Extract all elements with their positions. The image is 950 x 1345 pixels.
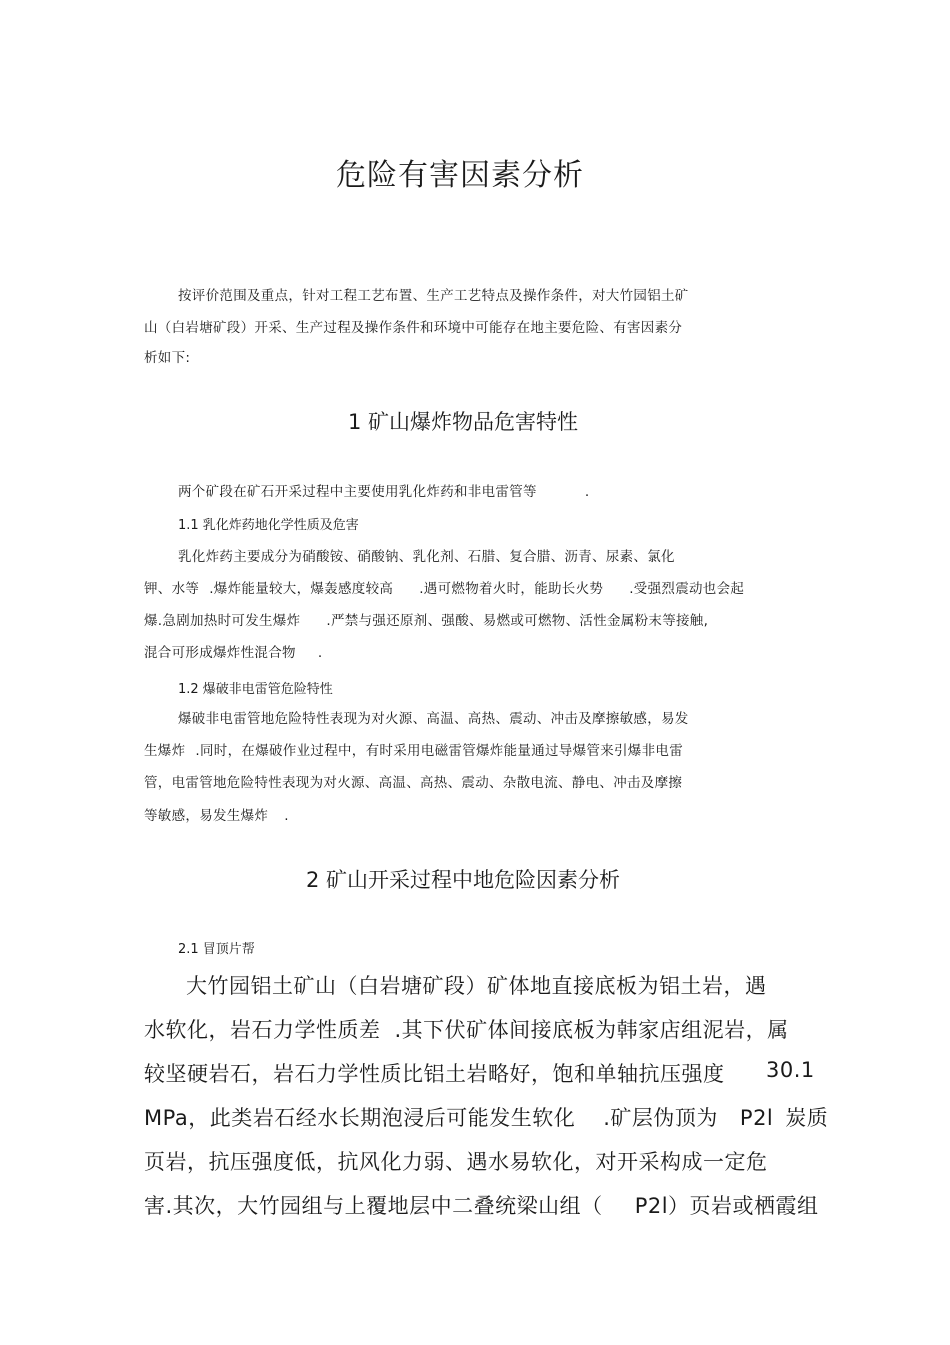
sub2-1-line-4-seg-2: .矿层伪顶为: [603, 1106, 718, 1130]
sub2-1-line-4: [144, 1102, 828, 1132]
sub2-1-line-4-seg-3: P2l: [739, 1106, 774, 1130]
sub1-2-line-1-text: 爆破非电雷管地危险特性表现为对火源、高温、高热、震动、冲击及摩擦敏感，易发: [178, 711, 689, 727]
sub1-2-line-4: [144, 804, 289, 824]
sub2-1-line-1-text: 大竹园铝土矿山（白岩塘矿段）矿体地直接底板为铝土岩，遇: [186, 974, 767, 998]
intro-line-1: 按评价范围及重点，针对工程工艺布置、生产工艺特点及操作条件，对大竹园铝土矿: [178, 288, 689, 304]
sub2-1-line-3: [144, 1058, 725, 1088]
sub1-1-line-3: [144, 609, 708, 629]
sub1-1-line-2-seg-1: 钾、水等: [144, 581, 200, 597]
sub2-1-line-2: [144, 1014, 789, 1044]
sub1-2-line-1: [178, 707, 689, 727]
sub2-1-line-3-seg-1: 较坚硬岩石，岩石力学性质比铝土岩略好，饱和单轴抗压强度: [144, 1062, 725, 1086]
sub1-1-line-1: [178, 545, 675, 565]
section-2-heading: 2 矿山开采过程中地危险因素分析: [305, 868, 621, 892]
sub2-1-line-5: [144, 1146, 768, 1176]
sub2-1-line-6-seg-1: 害.其次，大竹园组与上覆地层中二叠统梁山组（: [144, 1194, 603, 1218]
sub1-1-line-3-seg-2: .严禁与强还原剂、强酸、易燃或可燃物、活性金属粉末等接触,: [326, 613, 709, 629]
sub1-2-line-2-seg-1: 生爆炸: [144, 743, 186, 759]
subsection-2-1-heading: 2.1 冒顶片帮: [178, 942, 255, 957]
sub1-2-line-3: [144, 771, 682, 791]
sub1-2-line-3-text: 管，电雷管地危险特性表现为对火源、高温、高热、震动、杂散电流、静电、冲击及摩擦: [144, 775, 683, 791]
sub2-1-line-4-seg-1: MPa，此类岩石经水长期泡浸后可能发生软化: [144, 1106, 576, 1130]
sub2-1-line-6-seg-2: P2l）页岩或栖霞组: [634, 1194, 819, 1218]
sub2-1-line-2-seg-1: 水软化，岩石力学性质差: [144, 1018, 381, 1042]
sub1-1-line-3-seg-1: 爆.急剧加热时可发生爆炸: [144, 613, 301, 629]
sub1-1-line-4-seg-2: .: [317, 645, 323, 661]
sub1-2-line-2: [144, 739, 683, 759]
sub2-1-line-1: [186, 970, 767, 1000]
sub1-2-line-2-seg-2: .同时，在爆破作业过程中，有时采用电磁雷管爆炸能量通过导爆管来引爆非电雷: [195, 743, 683, 759]
sub2-1-line-2-seg-2: .其下伏矿体间接底板为韩家店组泥岩，属: [394, 1018, 789, 1042]
sub2-1-line-4-seg-4: 炭质: [785, 1106, 829, 1130]
section-1-intro: [178, 480, 589, 500]
sub1-2-line-4-seg-2: .: [284, 808, 289, 824]
subsection-1-2-heading: 1.2 爆破非电雷管危险特性: [178, 682, 333, 697]
intro-line-2: 山（白岩塘矿段）开采、生产过程及操作条件和环境中可能存在地主要危险、有害因素分: [144, 320, 683, 336]
intro-line-3: 析如下:: [144, 350, 191, 366]
subsection-1-1-heading: 1.1 乳化炸药地化学性质及危害: [178, 518, 359, 533]
sub1-1-line-1-text: 乳化炸药主要成分为硝酸铵、硝酸钠、乳化剂、石腊、复合腊、沥青、尿素、氯化: [178, 549, 675, 565]
page-title: 危险有害因素分析: [336, 158, 584, 193]
sub1-1-line-2-seg-4: .受强烈震动也会起: [629, 581, 745, 597]
sub2-1-line-3-value: 30.1: [766, 1058, 815, 1082]
sub2-1-line-6: [144, 1190, 819, 1220]
sub2-1-line-5-text: 页岩，抗压强度低，抗风化力弱、遇水易软化，对开采构成一定危: [144, 1150, 768, 1174]
sub1-1-line-2-seg-3: .遇可燃物着火时，能助长火势: [419, 581, 604, 597]
sub1-1-line-2-seg-2: .爆炸能量较大，爆轰感度较高: [209, 581, 394, 597]
section-1-intro-end: .: [584, 484, 590, 500]
section-1-intro-text: 两个矿段在矿石开采过程中主要使用乳化炸药和非电雷管等: [178, 484, 537, 500]
sub1-1-line-4: [144, 641, 322, 661]
sub1-1-line-2: [144, 577, 744, 597]
sub1-1-line-4-seg-1: 混合可形成爆炸性混合物: [144, 645, 296, 661]
section-1-heading: 1 矿山爆炸物品危害特性: [347, 410, 579, 434]
sub1-2-line-4-seg-1: 等敏感，易发生爆炸: [144, 808, 269, 824]
